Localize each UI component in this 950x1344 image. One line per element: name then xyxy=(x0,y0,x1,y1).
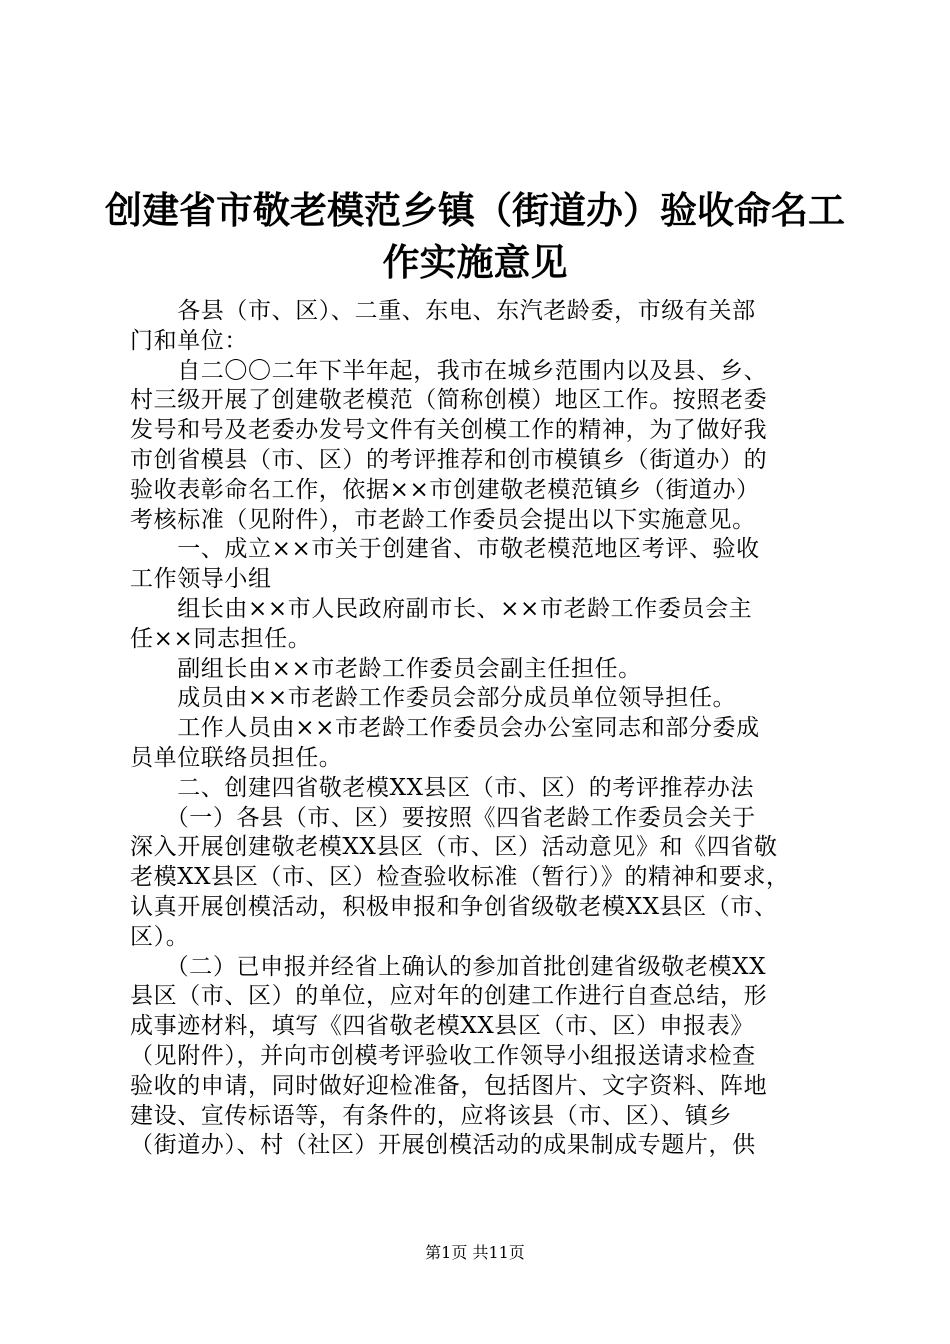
body-text-line: 区）。 xyxy=(130,923,190,950)
document-title-line-2: 作实施意见 xyxy=(382,240,568,284)
body-text-line: 成员由××市老龄工作委员会部分成员单位领导担任。 xyxy=(130,685,737,712)
body-text-line: 任××同志担任。 xyxy=(130,625,312,652)
body-text-line: 副组长由××市老龄工作委员会副主任担任。 xyxy=(130,655,642,682)
body-text-line: 自二〇〇二年下半年起，我市在城乡范围内以及县、乡、 xyxy=(130,357,768,384)
document-title-line-1: 创建省市敬老模范乡镇（街道办）验收命名工 xyxy=(105,188,845,232)
body-text-line: （一）各县（市、区）要按照《四省老龄工作委员会关于 xyxy=(130,804,756,831)
body-text-line: 二、创建四省敬老模XX县区（市、区）的考评推荐办法 xyxy=(130,774,754,801)
body-text-line: 工作领导小组 xyxy=(130,566,272,593)
body-text-line: （二）已申报并经省上确认的参加首批创建省级敬老模XX xyxy=(130,953,767,980)
body-text-line: 县区（市、区）的单位，应对年的创建工作进行自查总结，形 xyxy=(130,983,768,1010)
body-text-line: 深入开展创建敬老模XX县区（市、区）活动意见》和《四省敬 xyxy=(130,834,778,861)
body-text-line: 各县（市、区）、二重、东电、东汽老龄委，市级有关部 xyxy=(130,298,756,324)
body-text-line: 验收的申请，同时做好迎检准备，包括图片、文字资料、阵地 xyxy=(130,1072,768,1099)
body-text-line: 工作人员由××市老龄工作委员会办公室同志和部分委成 xyxy=(130,715,760,742)
body-text-line: 组长由××市人民政府副市长、××市老龄工作委员会主 xyxy=(130,595,753,622)
body-text-line: 村三级开展了创建敬老模范（简称创模）地区工作。按照老委 xyxy=(130,387,768,414)
body-text-line: 员单位联络员担任。 xyxy=(130,744,343,771)
body-text-line: 认真开展创模活动，积极申报和争创省级敬老模XX县区（市、 xyxy=(130,893,778,920)
body-text-line: 一、成立××市关于创建省、市敬老模范地区考评、验收 xyxy=(130,536,760,563)
document-body xyxy=(130,297,850,1161)
body-text-line: 市创省模县（市、区）的考评推荐和创市模镇乡（街道办）的 xyxy=(130,446,768,473)
body-text-line: （街道办）、村（社区）开展创模活动的成果制成专题片，供 xyxy=(130,1132,756,1159)
body-text-line: 成事迹材料，填写《四省敬老模XX县区（市、区）申报表》 xyxy=(130,1013,754,1040)
body-text-line: 建设、宣传标语等，有条件的，应将该县（市、区）、镇乡 xyxy=(130,1102,733,1129)
body-text-line: 门和单位： xyxy=(130,327,248,354)
body-text-line: 考核标准（见附件），市老龄工作委员会提出以下实施意见。 xyxy=(130,506,756,533)
body-text-line: 验收表彰命名工作，依据××市创建敬老模范镇乡（街道办） xyxy=(130,476,760,503)
body-text-line: （见附件），并向市创模考评验收工作领导小组报送请求检查 xyxy=(130,1042,756,1069)
page-footer: 第1页 共11页 xyxy=(425,1243,525,1262)
body-text-line: 老模XX县区（市、区）检查验收标准（暂行）》的精神和要求， xyxy=(130,864,790,891)
body-text-line: 发号和号及老委办发号文件有关创模工作的精神，为了做好我 xyxy=(130,417,768,444)
